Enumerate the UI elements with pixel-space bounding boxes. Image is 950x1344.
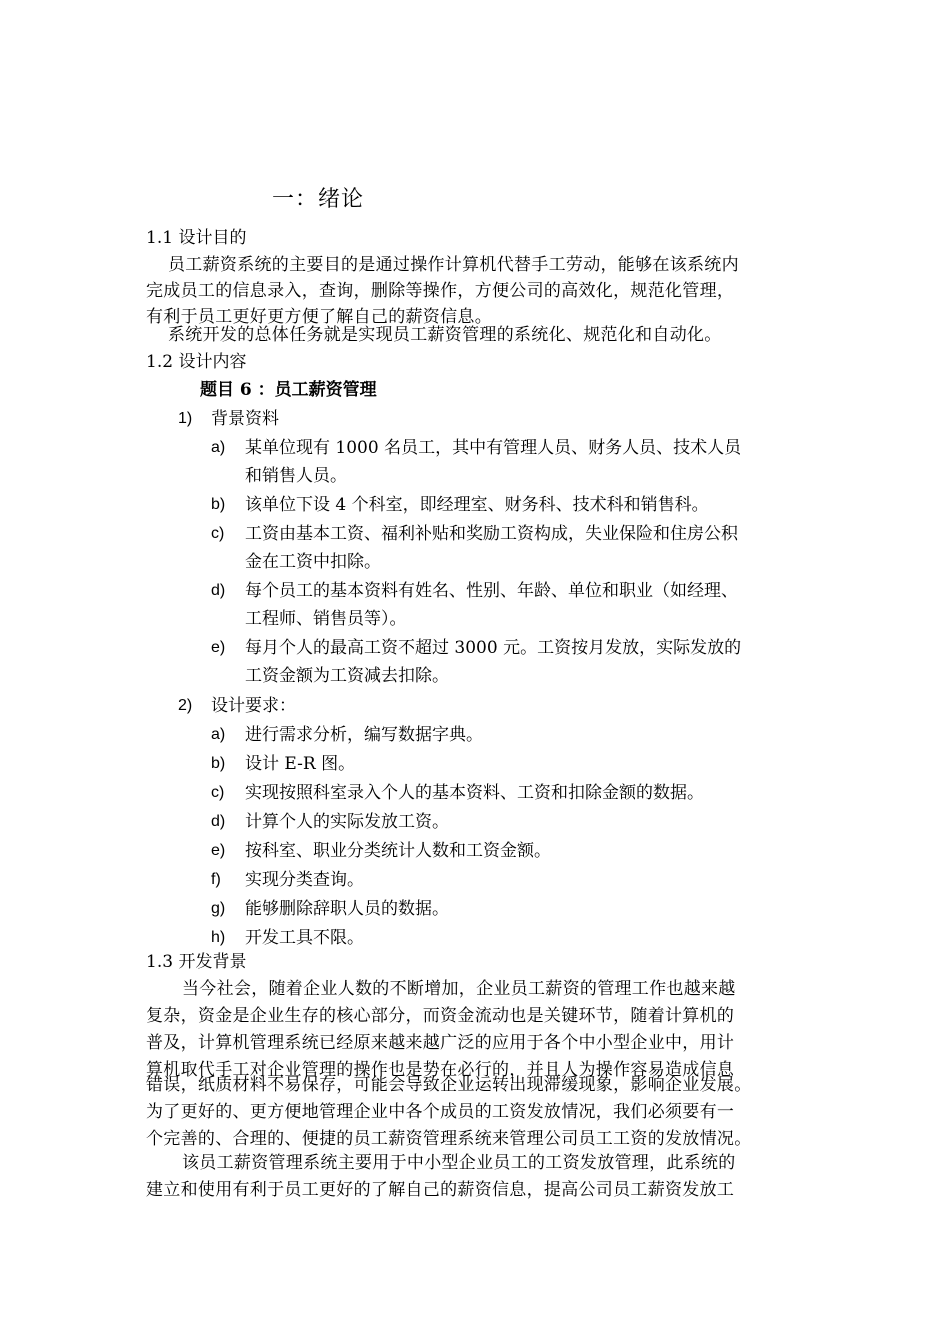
list1-item-line: 该单位下设 4 个科室，即经理室、财务科、技术科和销售科。 bbox=[245, 495, 709, 515]
list1-item-line: 每个员工的基本资料有姓名、性别、年龄、单位和职业（如经理、 bbox=[245, 581, 738, 601]
section-1-3-para1-line: 当今社会，随着企业人数的不断增加，企业员工薪资的管理工作也越来越 bbox=[182, 979, 736, 999]
list1-title: 背景资料 bbox=[211, 409, 279, 429]
section-1-3-para1-line: 复杂，资金是企业生存的核心部分，而资金流动也是关键环节，随着计算机的 bbox=[146, 1006, 735, 1026]
list1-item-line: 和销售人员。 bbox=[245, 466, 347, 486]
list2-item-text: 开发工具不限。 bbox=[245, 928, 364, 948]
list2-item-text: 计算个人的实际发放工资。 bbox=[245, 812, 449, 832]
section-1-1-para1-line: 完成员工的信息录入，查询，删除等操作，方便公司的高效化，规范化管理， bbox=[146, 281, 735, 301]
list2-item-text: 按科室、职业分类统计人数和工资金额。 bbox=[245, 841, 551, 861]
section-1-1-heading: 1.1 设计目的 bbox=[146, 228, 247, 248]
section-1-3-para1-line: 个完善的、合理的、便捷的员工薪资管理系统来管理公司员工工资的发放情况。 bbox=[146, 1129, 752, 1149]
list2-item-text: 实现分类查询。 bbox=[245, 870, 364, 890]
section-1-1-para1-line: 有利于员工更好更方便了解自己的薪资信息。 bbox=[146, 307, 492, 327]
list2-item-text: 进行需求分析，编写数据字典。 bbox=[245, 725, 483, 745]
section-1-3-para1-line: 普及，计算机管理系统已经原来越来越广泛的应用于各个中小型企业中，用计 bbox=[146, 1033, 735, 1053]
list2-item-text: 设计 E-R 图。 bbox=[245, 754, 356, 774]
list1-item-line: 每月个人的最高工资不超过 3000 元。工资按月发放，实际发放的 bbox=[245, 638, 742, 658]
list1-item-marker: e) bbox=[211, 639, 226, 656]
chapter-title: 一：绪论 bbox=[272, 187, 365, 212]
list1-marker: 1) bbox=[178, 410, 193, 427]
list1-item-line: 金在工资中扣除。 bbox=[245, 552, 381, 572]
list1-item-marker: d) bbox=[211, 582, 226, 599]
list2-item-text: 能够删除辞职人员的数据。 bbox=[245, 899, 449, 919]
section-1-3-para2-line: 该员工薪资管理系统主要用于中小型企业员工的工资发放管理，此系统的 bbox=[182, 1153, 736, 1173]
section-1-3-heading: 1.3 开发背景 bbox=[146, 952, 247, 972]
list2-item-marker: d) bbox=[211, 813, 226, 830]
topic-title: 题目 6 ：员工薪资管理 bbox=[200, 380, 377, 400]
list1-item-line: 工程师、销售员等）。 bbox=[245, 609, 407, 629]
list2-item-marker: g) bbox=[211, 900, 226, 917]
section-1-3-para1-line: 错误，纸质材料不易保存，可能会导致企业运转出现滞缓现象，影响企业发展。 bbox=[146, 1075, 752, 1095]
section-1-2-heading: 1.2 设计内容 bbox=[146, 352, 247, 372]
list1-item-marker: a) bbox=[211, 439, 226, 456]
list2-item-marker: b) bbox=[211, 755, 226, 772]
section-1-1-para1-line: 员工薪资系统的主要目的是通过操作计算机代替手工劳动，能够在该系统内 bbox=[168, 255, 739, 275]
list1-item-line: 工资金额为工资减去扣除。 bbox=[245, 666, 449, 686]
list1-item-line: 某单位现有 1000 名员工，其中有管理人员、财务人员、技术人员 bbox=[245, 438, 742, 458]
list1-item-line: 工资由基本工资、福利补贴和奖励工资构成，失业保险和住房公积 bbox=[245, 524, 738, 544]
list2-item-marker: e) bbox=[211, 842, 226, 859]
list2-item-marker: h) bbox=[211, 929, 226, 946]
section-1-1-para2: 系统开发的总体任务就是实现员工薪资管理的系统化、规范化和自动化。 bbox=[168, 325, 722, 345]
list2-item-text: 实现按照科室录入个人的基本资料、工资和扣除金额的数据。 bbox=[245, 783, 704, 803]
list2-title: 设计要求： bbox=[211, 696, 296, 716]
list1-item-marker: c) bbox=[211, 525, 225, 542]
section-1-3-para2-line: 建立和使用有利于员工更好的了解自己的薪资信息，提高公司员工薪资发放工 bbox=[146, 1180, 735, 1200]
list1-item-marker: b) bbox=[211, 496, 226, 513]
list2-item-marker: f) bbox=[211, 871, 221, 888]
list2-marker: 2) bbox=[178, 697, 193, 714]
section-1-3-para1-line: 为了更好的、更方便地管理企业中各个成员的工资发放情况，我们必须要有一 bbox=[146, 1102, 735, 1122]
section-1-3-para1-line: 算机取代手工对企业管理的操作也是势在必行的，并且人为操作容易造成信息 bbox=[146, 1060, 735, 1080]
list2-item-marker: c) bbox=[211, 784, 225, 801]
list2-item-marker: a) bbox=[211, 726, 226, 743]
